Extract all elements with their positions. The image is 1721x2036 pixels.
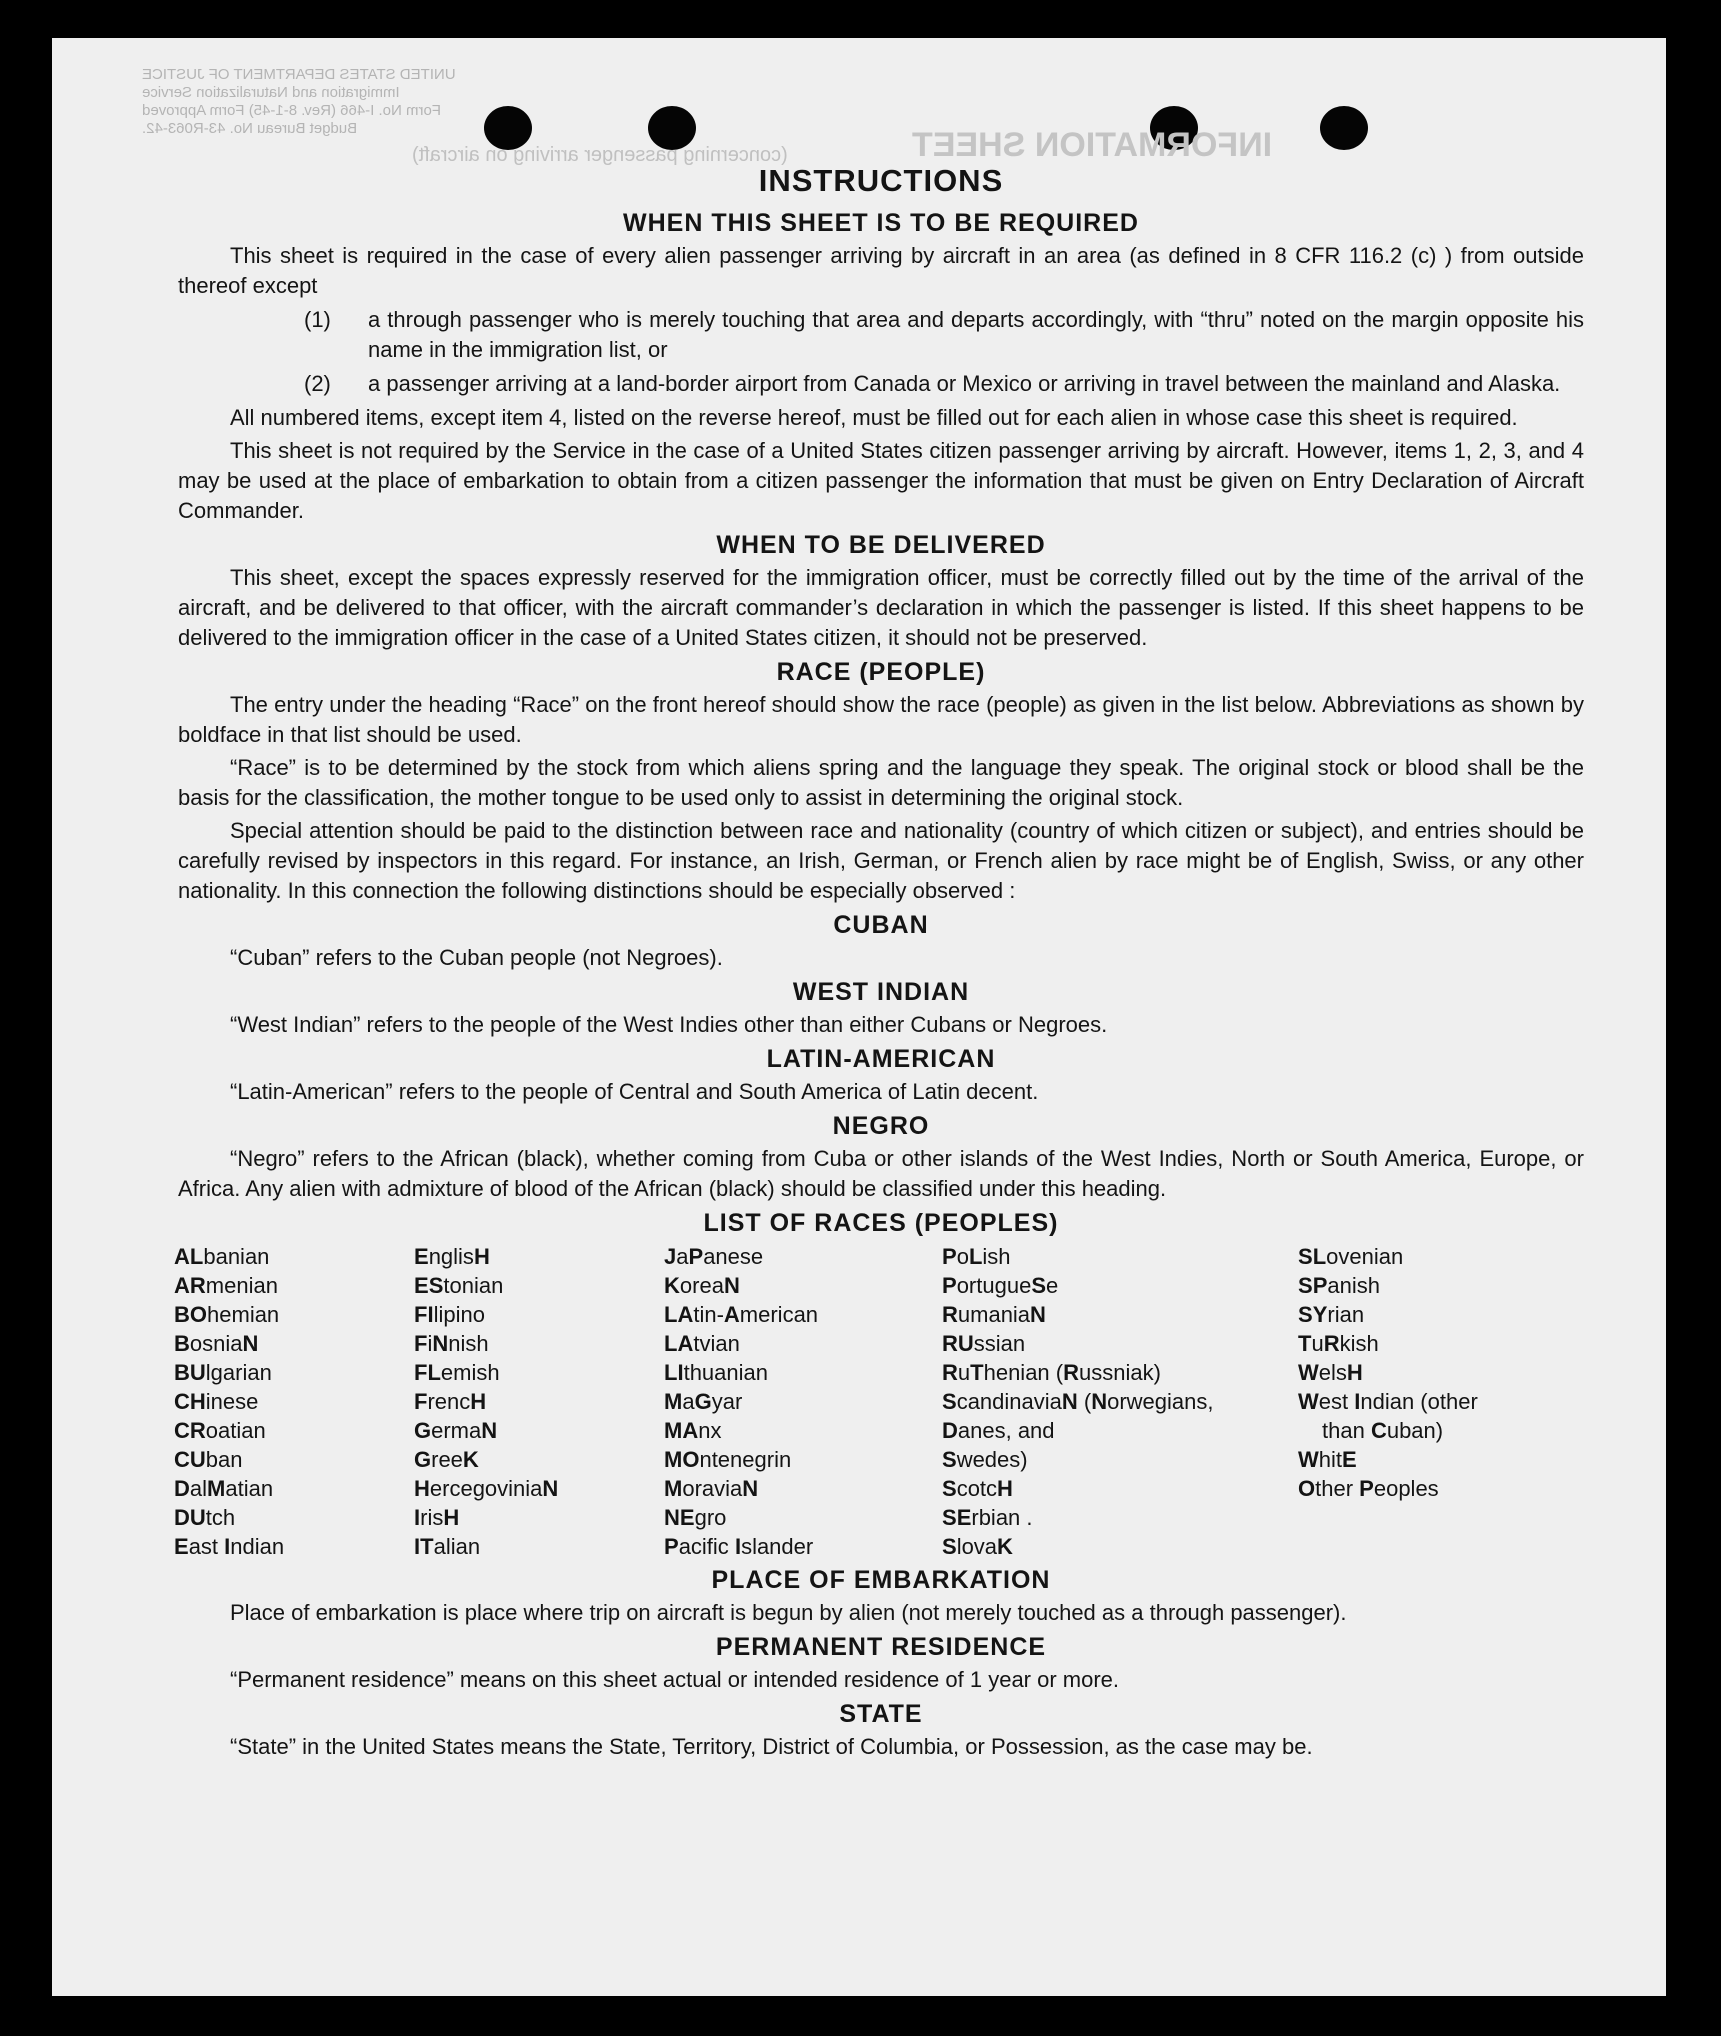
race-entry: Pacific Islander [664,1534,814,1559]
race-entry: FIlipino [414,1302,485,1327]
race-entry: WhitE [1298,1447,1357,1472]
bleed-through-title: INFORMATION SHEET [912,126,1273,164]
race-column [664,1242,942,1561]
paragraph: This sheet is not required by the Service in the case of a United States citizen passenger arriving by aircraft. However, items 1, 2, 3, and 4 may be used at the place of embarkation to obtain from a citizen passenger the information that must be given on Entry Declaration of Aircraft Commander. [178,438,1584,523]
race-entry: SlovaK [942,1534,1013,1559]
race-entry: than Cuban) [1322,1418,1444,1443]
item-number: (1) [304,307,331,332]
race-entry: East Indian [174,1534,285,1559]
race-entry: CRoatian [174,1418,266,1443]
race-entry: Danes, and [942,1418,1055,1443]
exception-item [178,369,1584,399]
heading-when-delivered: WHEN TO BE DELIVERED [716,531,1046,559]
race-list [174,1242,1584,1561]
race-entry: BOhemian [174,1302,280,1327]
bleed-through-header [142,66,456,138]
race-column [174,1242,414,1561]
race-entry: SPanish [1298,1273,1380,1298]
heading-negro: NEGRO [832,1112,930,1140]
race-entry: RUssian [942,1331,1026,1356]
race-entry: PortugueSe [942,1273,1059,1298]
paragraph: All numbered items, except item 4, listed on the reverse hereof, must be filled out for each alien in whose case this sheet is required. [230,405,1518,430]
race-entry: LAtvian [664,1331,740,1356]
heading-latin-american: LATIN-AMERICAN [766,1045,996,1073]
item-number: (2) [304,371,331,396]
bleed-form: Form No. I-466 (Rev. 8-1-45) Form Approved [142,102,441,119]
race-entry: BosniaN [174,1331,259,1356]
bleed-service: Immigration and Naturalization Service [142,84,400,101]
punch-hole [1320,106,1368,150]
paragraph: This sheet, except the spaces expressly reserved for the immigration officer, must be correctly filled out by the time of the arrival of the aircraft, and be delivered to that officer, with the aircraft commander’s declaration in which the passenger is listed. If this sheet happens to be delivered to the immigration officer in the case of a United States citizen, it should not be preserved. [178,565,1584,650]
race-entry: GermaN [414,1418,498,1443]
paragraph: Place of embarkation is place where trip on aircraft is begun by alien (not merely touched as a through passenger). [230,1600,1347,1625]
paragraph: “Race” is to be determined by the stock from which aliens spring and the language they speak. The original stock or blood shall be the basis for the classification, the mother tongue to be used only to assist in determining the original stock. [178,755,1584,810]
race-entry: DalMatian [174,1476,274,1501]
heading-cuban: CUBAN [833,911,929,939]
race-entry: CUban [174,1447,243,1472]
heading-place-of-embarkation: PLACE OF EMBARKATION [711,1566,1051,1594]
race-entry: FiNnish [414,1331,489,1356]
race-entry: ARmenian [174,1273,278,1298]
race-entry: DUtch [174,1505,236,1530]
race-entry: ALbanian [174,1244,270,1269]
bleed-dept: UNITED STATES DEPARTMENT OF JUSTICE [142,66,456,83]
race-entry: NEgro [664,1505,727,1530]
race-entry: ITalian [414,1534,481,1559]
race-entry: SErbian . [942,1505,1033,1530]
race-entry: FrencH [414,1389,487,1414]
race-entry: LIthuanian [664,1360,768,1385]
paragraph: “Cuban” refers to the Cuban people (not Negroes). [230,945,723,970]
race-entry: HercegoviniaN [414,1476,559,1501]
item-text: a through passenger who is merely touching that area and departs accordingly, with “thru” noted on the margin opposite his name in the immigration list, or [368,307,1584,362]
race-entry: KoreaN [664,1273,740,1298]
race-entry: EnglisH [414,1244,490,1269]
race-entry: MOntenegrin [664,1447,792,1472]
race-column [414,1242,664,1561]
heading-race: RACE (PEOPLE) [776,658,986,686]
paragraph: “Latin-American” refers to the people of Central and South America of Latin decent. [230,1079,1039,1104]
race-entry: TuRkish [1298,1331,1379,1356]
race-entry: EStonian [414,1273,504,1298]
race-entry: CHinese [174,1389,259,1414]
paragraph: “Permanent residence” means on this sheet actual or intended residence of 1 year or more. [230,1667,1120,1692]
document-page [52,38,1666,1996]
paragraph: “State” in the United States means the State, Territory, District of Columbia, or Possession, as the case may be. [230,1734,1313,1759]
race-entry: LAtin-American [664,1302,819,1327]
race-entry: MoraviaN [664,1476,759,1501]
heading-when-required: WHEN THIS SHEET IS TO BE REQUIRED [623,209,1139,237]
race-entry: RumaniaN [942,1302,1046,1327]
race-entry: West Indian (other [1298,1389,1478,1414]
race-entry: GreeK [414,1447,479,1472]
heading-list-of-races: LIST OF RACES (PEOPLES) [703,1209,1059,1237]
race-entry: SLovenian [1298,1244,1404,1269]
bleed-budget: Budget Bureau No. 43-R063-42. [142,120,358,137]
heading-permanent-residence: PERMANENT RESIDENCE [715,1633,1047,1661]
race-column [1298,1242,1558,1561]
race-entry: PoLish [942,1244,1011,1269]
exception-item [178,305,1584,365]
heading-state: STATE [839,1700,923,1728]
race-column [942,1242,1298,1561]
page-title: INSTRUCTIONS [758,163,1004,198]
race-entry: WelsH [1298,1360,1363,1385]
race-entry: ScotcH [942,1476,1013,1501]
race-entry: Other Peoples [1298,1476,1439,1501]
paragraph: “West Indian” refers to the people of the West Indies other than either Cubans or Negroes. [230,1012,1108,1037]
paragraph: Special attention should be paid to the distinction between race and nationality (country of which citizen or subject), and entries should be carefully revised by inspectors in this regard. For instance, an Irish, German, or French alien by race might be of English, Swiss, or any other nationality. In this connection the following distinctions should be especially observed : [178,818,1584,903]
race-entry: JaPanese [664,1244,764,1269]
race-entry: RuThenian (Russniak) [942,1360,1161,1385]
race-entry: Swedes) [942,1447,1028,1472]
item-text: a passenger arriving at a land-border airport from Canada or Mexico or arriving in travel between the mainland and Alaska. [368,371,1561,396]
race-entry: MaGyar [664,1389,743,1414]
heading-west-indian: WEST INDIAN [792,978,970,1006]
paragraph: “Negro” refers to the African (black), whether coming from Cuba or other islands of the West Indies, North or South America, Europe, or Africa. Any alien with admixture of blood of the African (black) should be classified under this heading. [178,1146,1584,1201]
race-entry: ScandinaviaN (Norwegians, [942,1389,1214,1414]
race-entry: FLemish [414,1360,500,1385]
race-entry: BUlgarian [174,1360,272,1385]
paragraph: The entry under the heading “Race” on the front hereof should show the race (people) as given in the list below. Abbreviations as shown by boldface in that list should be used. [178,692,1584,747]
paragraph: This sheet is required in the case of every alien passenger arriving by aircraft in an area (as defined in 8 CFR 116.2 (c) ) from outside thereof except [178,243,1584,298]
instructions-body [174,160,1584,1765]
bleed-through-subtitle: (concerning passenger arriving on aircraft) [412,144,788,166]
race-entry: MAnx [664,1418,722,1443]
race-entry: SYrian [1298,1302,1365,1327]
race-entry: IrisH [414,1505,460,1530]
